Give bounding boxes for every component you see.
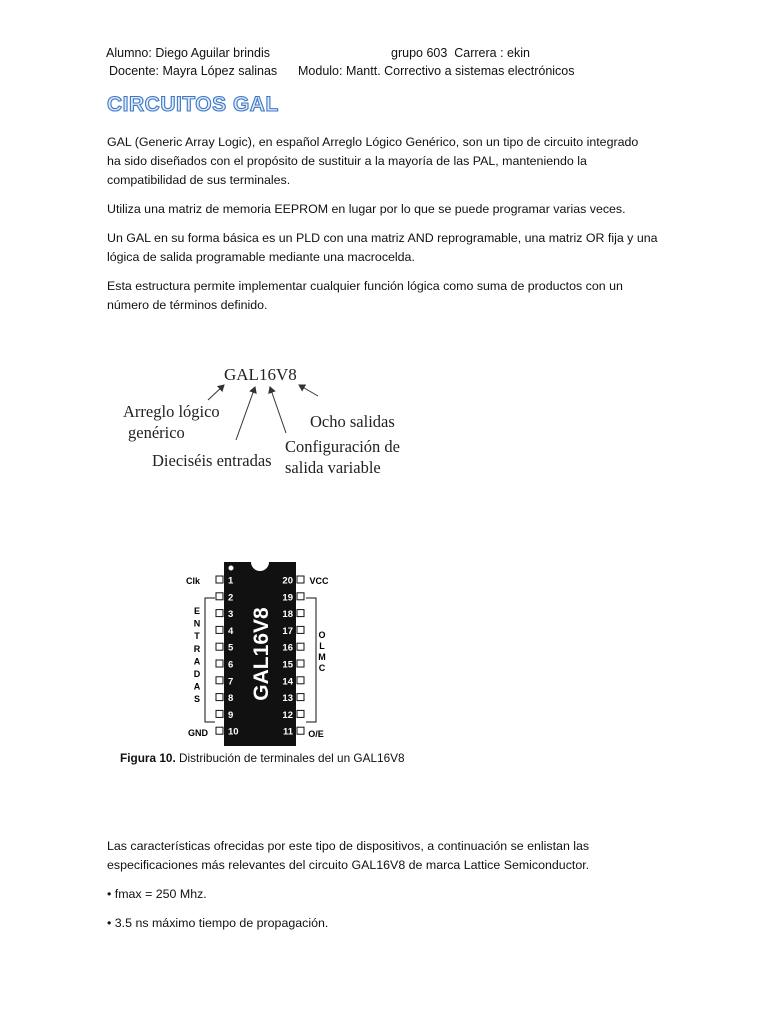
text-line: número de términos definido.	[107, 298, 268, 312]
arreglo-line1: Arreglo lógico	[123, 402, 220, 421]
text-line: compatibilidad de sus terminales.	[107, 173, 291, 187]
config-line2: salida variable	[285, 458, 381, 477]
pin-number: 17	[282, 625, 293, 637]
module-name: Modulo: Mantt. Correctivo a sistemas electrónicos	[298, 64, 575, 78]
pin-square	[216, 660, 223, 667]
vertical-letter: T	[194, 631, 200, 642]
chip-label: GAL16V8	[250, 607, 273, 701]
pin-square	[297, 593, 304, 600]
text-line: lógica de salida programable mediante una macrocelda.	[107, 250, 415, 264]
bullet-propagation: • 3.5 ns máximo tiempo de propagación.	[107, 916, 329, 930]
paragraph-features	[107, 837, 667, 875]
caption-text: Distribución de terminales del un GAL16V8	[175, 751, 405, 765]
vertical-letter: E	[193, 606, 201, 616]
caption-label: Figura 10.	[120, 751, 176, 765]
pin-square	[216, 593, 223, 600]
pin-number: 16	[282, 642, 293, 654]
text-line: ha sido diseñados con el propósito de sustituir a la mayoría de las PAL, manteniendo la	[107, 154, 587, 168]
text-line: Un GAL en su forma básica es un PLD con una matriz AND reprogramable, una matriz OR fija y una	[107, 231, 658, 245]
pin-square	[216, 643, 223, 650]
pin-number: 18	[282, 609, 293, 621]
pin-number: 1	[228, 575, 234, 587]
olmc-bracket	[306, 598, 316, 722]
pin-square	[216, 694, 223, 701]
pin-number: 19	[282, 592, 293, 604]
bullet-fmax: • fmax = 250 Mhz.	[107, 887, 207, 901]
vcc-label: VCC	[309, 576, 329, 586]
text-line: GAL (Generic Array Logic), en español Arreglo Lógico Genérico, son un tipo de circuito integrado	[107, 135, 639, 149]
text-line: Esta estructura permite implementar cualquier función lógica como suma de productos con un	[107, 279, 623, 293]
pin-number: 20	[282, 575, 293, 587]
vertical-letter: L	[319, 641, 325, 651]
pin-number: 7	[228, 676, 234, 688]
vertical-letter: S	[193, 694, 201, 705]
pin-number: 3	[228, 609, 234, 621]
vertical-letter: A	[193, 656, 201, 667]
pin-number: 8	[228, 693, 234, 705]
pin-number: 13	[282, 693, 293, 705]
pin-square	[297, 710, 304, 717]
vertical-letter: M	[318, 652, 326, 662]
pin-square	[297, 677, 304, 684]
vertical-letter: C	[318, 663, 326, 673]
vertical-letter: N	[193, 618, 201, 629]
text-line: Las características ofrecidas por este tipo de dispositivos, a continuación se enlistan las	[107, 839, 590, 853]
arreglo-line2: genérico	[128, 423, 185, 442]
config-line1: Configuración de	[285, 437, 401, 456]
pin-square	[216, 727, 223, 734]
group-career: grupo 603 Carrera : ekin	[391, 46, 530, 60]
olmc-letters	[318, 630, 326, 673]
entradas-letters	[194, 606, 201, 704]
pin-number: 6	[228, 659, 234, 671]
text-line: Utiliza una matriz de memoria EEPROM en lugar por lo que se puede programar varias veces.	[107, 202, 626, 216]
pin-number: 9	[228, 709, 234, 721]
salidas-label: Ocho salidas	[310, 412, 395, 431]
teacher-name: Docente: Mayra López salinas	[109, 64, 278, 78]
entradas-bracket	[205, 598, 215, 722]
vertical-letter: O	[318, 630, 326, 640]
pin-square	[216, 710, 223, 717]
part-number: GAL16V8	[224, 365, 297, 384]
pin-number: 15	[282, 659, 293, 671]
pin-square	[216, 626, 223, 633]
pin-number: 12	[282, 709, 293, 721]
vertical-letter: R	[193, 643, 201, 654]
figure-caption	[120, 751, 405, 765]
pin1-dot	[229, 566, 234, 571]
vertical-letter: D	[193, 669, 201, 679]
pin-square	[216, 610, 223, 617]
pin-square	[297, 643, 304, 650]
oe-label: O/E	[308, 729, 324, 739]
pin-square	[297, 576, 304, 583]
entradas-label: Dieciséis entradas	[152, 451, 272, 470]
student-name: Alumno: Diego Aguilar brindis	[106, 46, 270, 60]
pin-square	[297, 610, 304, 617]
gnd-label: GND	[188, 728, 208, 738]
pin-number: 14	[282, 676, 293, 688]
pin-square	[216, 576, 223, 583]
pin-square	[297, 626, 304, 633]
page-title: CIRCUITOS GAL	[107, 93, 279, 116]
pin-number: 11	[282, 726, 293, 738]
pin-square	[216, 677, 223, 684]
pin-square	[297, 727, 304, 734]
pin-number: 2	[228, 592, 234, 604]
pin-number: 4	[228, 625, 234, 637]
pin-number: 5	[228, 642, 234, 654]
clk-label: Clk	[185, 576, 201, 586]
pin-number: 10	[228, 726, 239, 738]
pin-square	[297, 694, 304, 701]
text-line: especificaciones más relevantes del circuito GAL16V8 de marca Lattice Semiconductor.	[107, 858, 590, 872]
vertical-letter: A	[193, 681, 201, 692]
pin-square	[297, 660, 304, 667]
